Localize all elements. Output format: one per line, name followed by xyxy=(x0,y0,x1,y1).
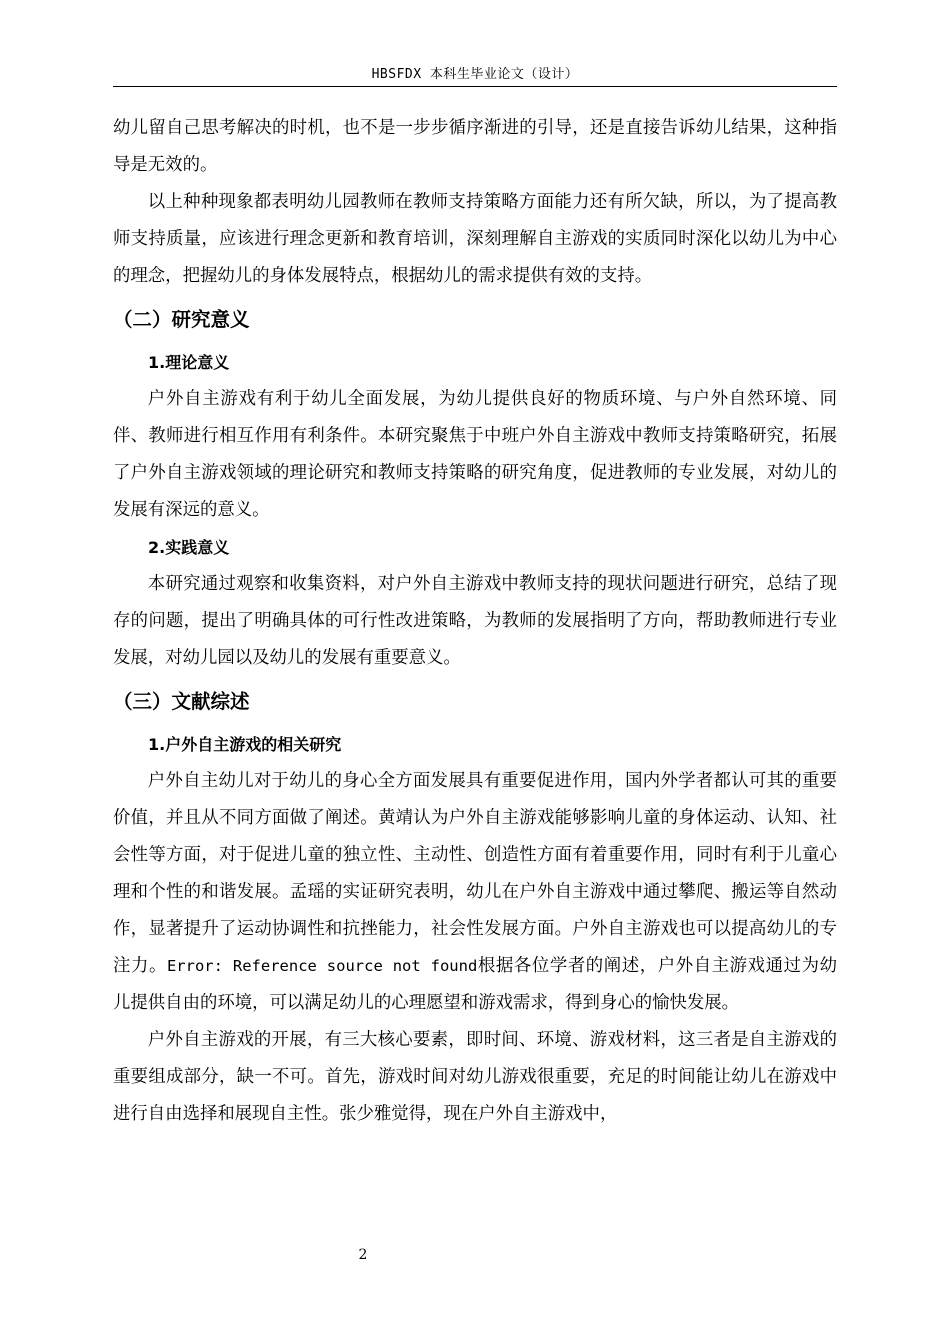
paragraph-text: 根据各位学者的阐述，户外自主游戏通过为幼儿提供自由的环境，可以满足幼儿的心理愿望和游戏需求，得到身心的愉快发展。 xyxy=(113,956,837,1013)
paragraph: 户外自主游戏有利于幼儿全面发展，为幼儿提供良好的物质环境、与户外自然环境、同伴、教师进行相互作用有利条件。本研究聚焦于中班户外自主游戏中教师支持策略研究，拓展了户外自主游戏领域的理论研究和教师支持策略的研究角度，促进教师的专业发展，对幼儿的发展有深远的意义。 xyxy=(113,389,837,520)
paragraph: 户外自主游戏的开展，有三大核心要素，即时间、环境、游戏材料，这三者是自主游戏的重要组成部分，缺一不可。首先，游戏时间对幼儿游戏很重要，充足的时间能让幼儿在游戏中进行自由选择和展现自主性。张少雅觉得，现在户外自主游戏中， xyxy=(113,1030,837,1124)
paragraph xyxy=(113,763,837,1022)
subsection-heading-practical-significance: 2.实践意义 xyxy=(148,538,230,557)
section-heading-research-significance: （二）研究意义 xyxy=(113,308,250,331)
reference-error: Error: Reference source not found xyxy=(166,957,478,975)
subsection-heading-theoretical-significance: 1.理论意义 xyxy=(148,353,230,372)
subsection-heading-outdoor-play-research: 1.户外自主游戏的相关研究 xyxy=(148,735,342,754)
paragraph: 以上种种现象都表明幼儿园教师在教师支持策略方面能力还有所欠缺，所以，为了提高教师支持质量，应该进行理念更新和教育培训，深刻理解自主游戏的实质同时深化以幼儿为中心的理念，把握幼儿的身体发展特点，根据幼儿的需求提供有效的支持。 xyxy=(113,192,837,286)
paragraph: 本研究通过观察和收集资料，对户外自主游戏中教师支持的现状问题进行研究，总结了现存的问题，提出了明确具体的可行性改进策略，为教师的发展指明了方向，帮助教师进行专业发展，对幼儿园以及幼儿的发展有重要意义。 xyxy=(113,574,837,668)
document-body xyxy=(113,110,837,1133)
paragraph-continuation: 幼儿留自己思考解决的时机，也不是一步步循序渐进的引导，还是直接告诉幼儿结果，这种指导是无效的。 xyxy=(113,118,837,175)
paragraph-text: 户外自主幼儿对于幼儿的身心全方面发展具有重要促进作用，国内外学者都认可其的重要价值，并且从不同方面做了阐述。黄靖认为户外自主游戏能够影响儿童的身体运动、认知、社会性等方面，对于促进儿童的独立性、主动性、创造性方面有着重要作用，同时有利于儿童心理和个性的和谐发展。孟瑶的实证研究表明，幼儿在户外自主游戏中通过攀爬、搬运等自然动作，显著提升了运动协调性和抗挫能力，社会性发展方面。户外自主游戏也可以提高幼儿的专注力。 xyxy=(113,771,837,976)
page-number: 2 xyxy=(358,1247,368,1263)
section-heading-literature-review: （三）文献综述 xyxy=(113,690,250,713)
running-header: HBSFDX 本科生毕业论文（设计） xyxy=(113,64,837,87)
